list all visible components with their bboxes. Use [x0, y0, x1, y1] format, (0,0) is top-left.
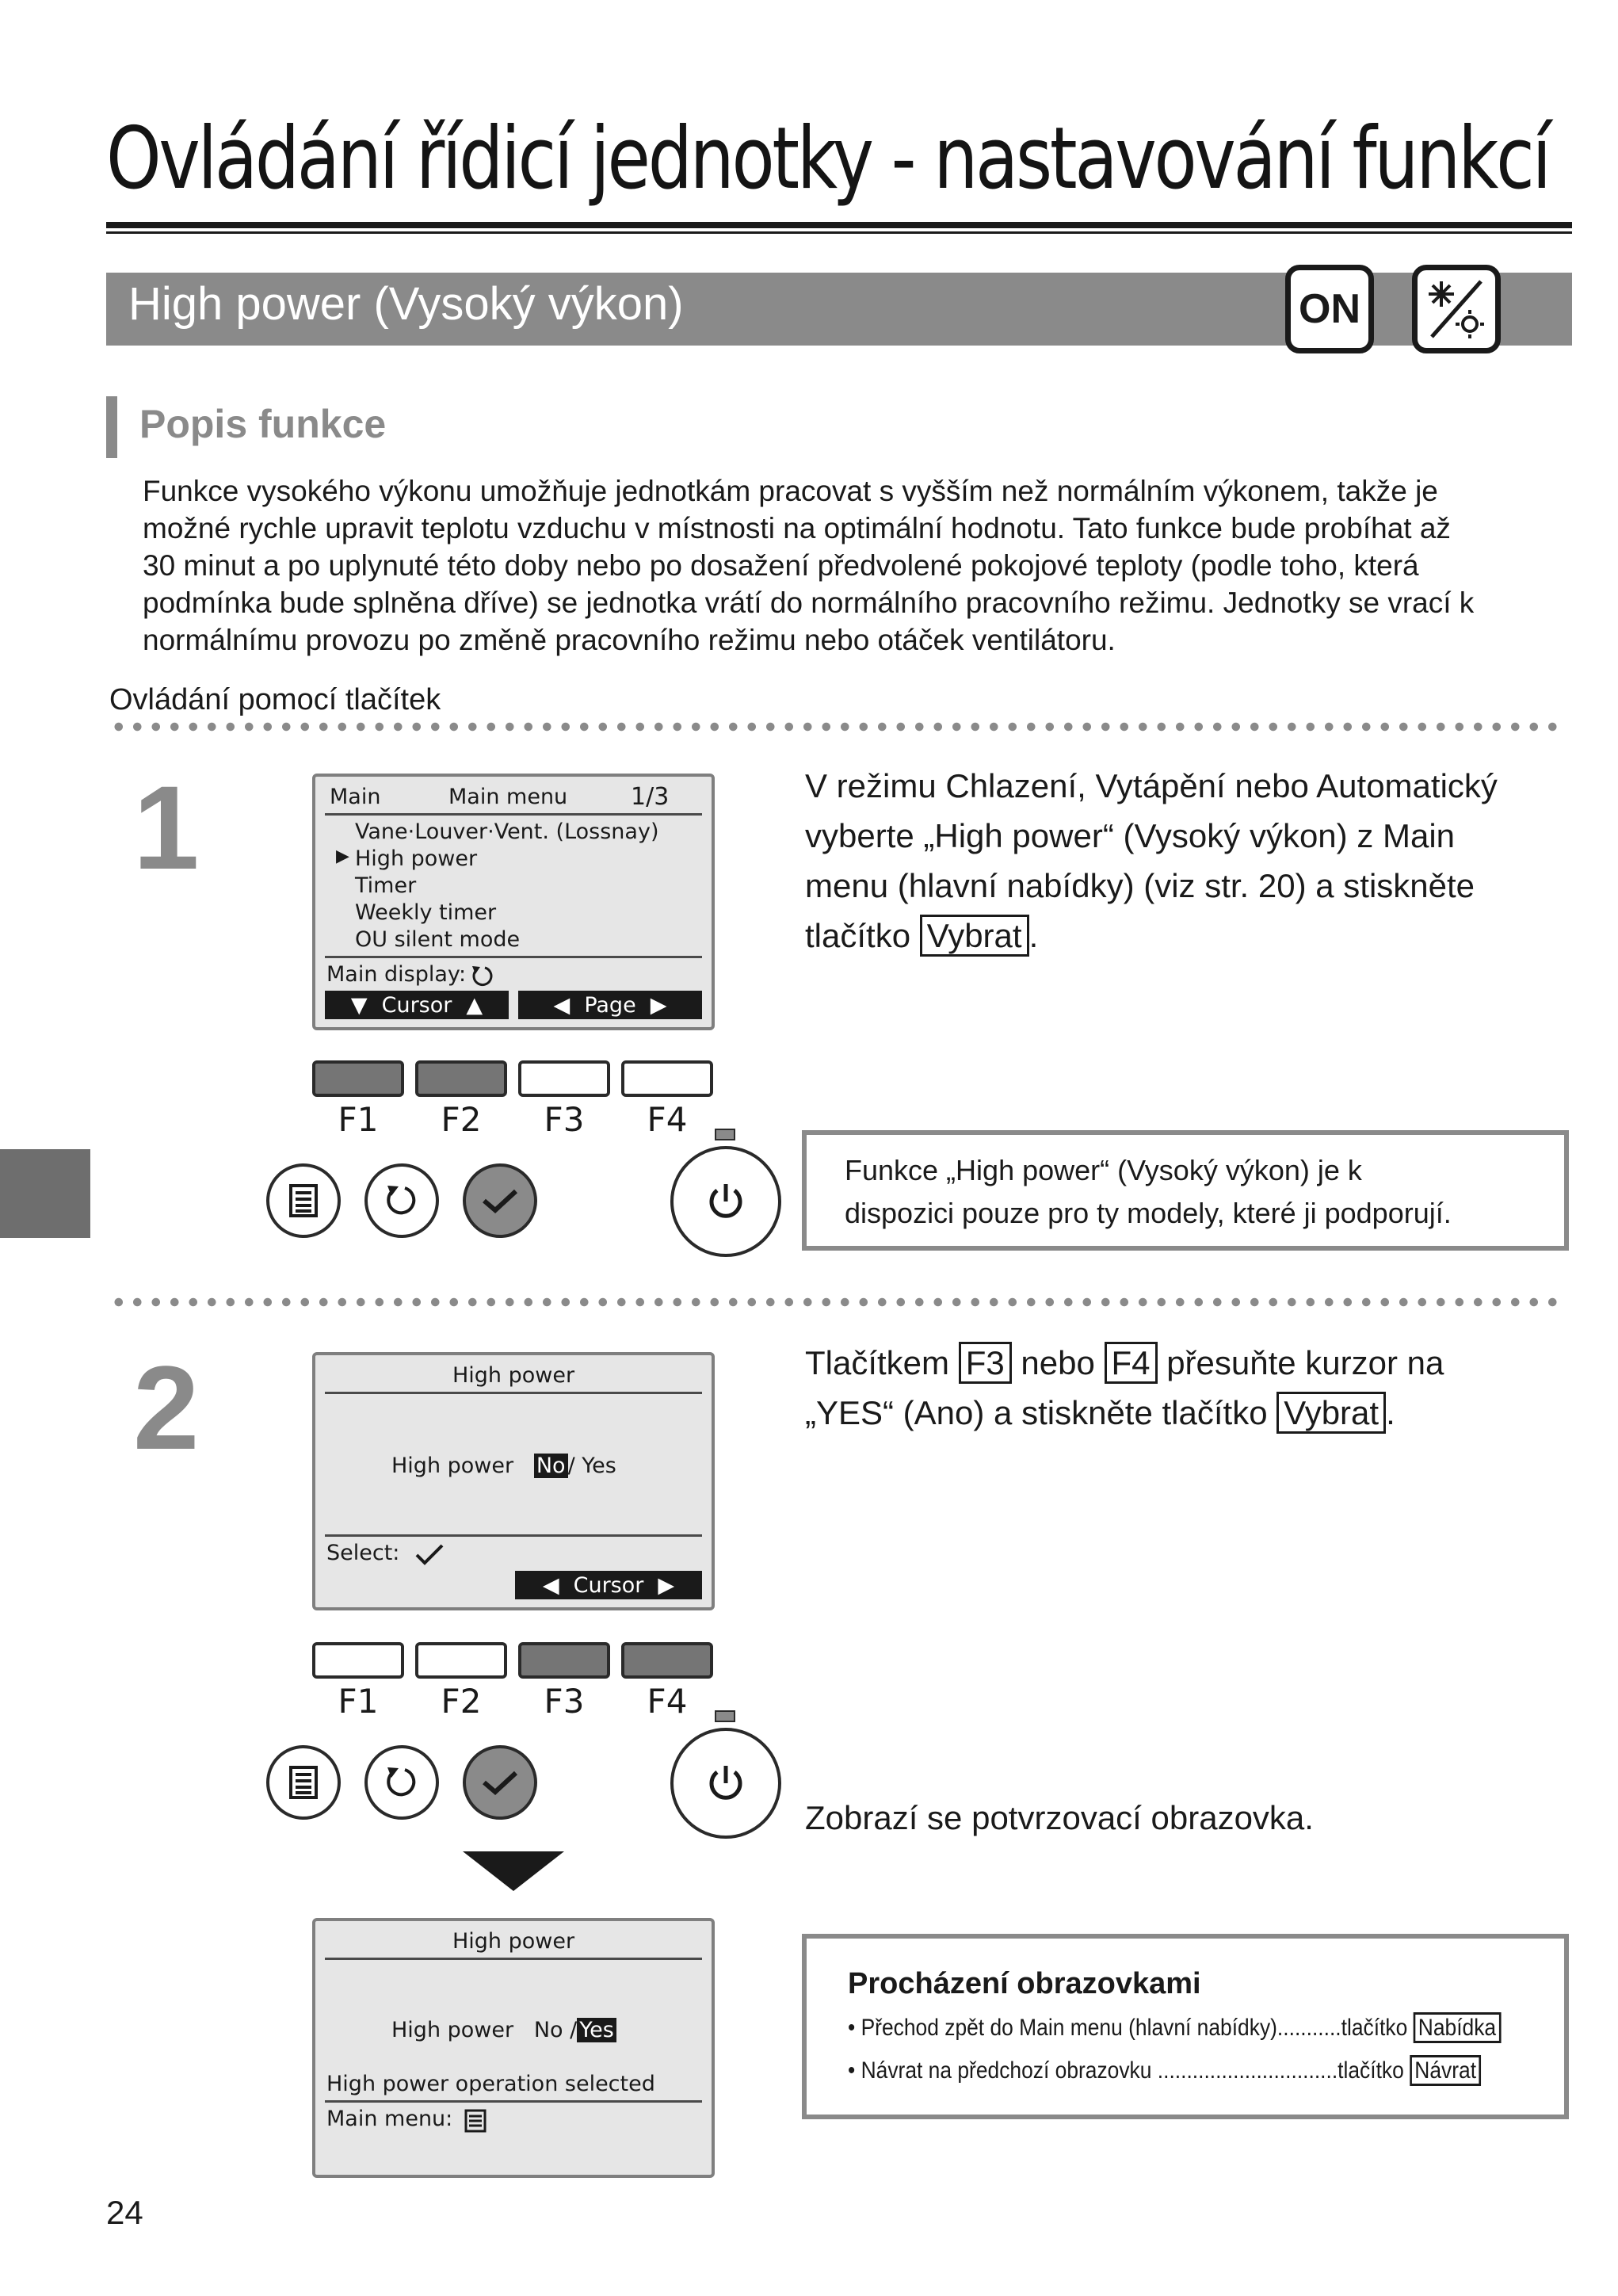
f2-button[interactable] — [415, 1060, 507, 1097]
cursor-arrow-icon: ▶ — [336, 846, 349, 866]
menu-button[interactable] — [266, 1163, 341, 1238]
step2-instructions — [805, 1338, 1444, 1438]
screen-title: High power — [452, 1929, 575, 1954]
menu-item: OU silent mode — [355, 927, 521, 952]
menu-icon — [286, 1764, 321, 1801]
navigation-title: Procházení obrazovkami — [848, 1967, 1201, 2000]
on-mode-icon — [1285, 265, 1374, 353]
select-button[interactable] — [463, 1163, 537, 1238]
instruction-text: tlačítko — [805, 917, 911, 954]
down-arrow-icon — [463, 1851, 564, 1891]
screen-divider — [325, 1958, 702, 1960]
power-button[interactable] — [670, 1728, 781, 1839]
confirmation-screen — [312, 1918, 715, 2178]
option-separator: / — [570, 2018, 578, 2042]
menu-item-selected: High power — [355, 846, 478, 871]
no-option: No — [533, 2018, 563, 2042]
instruction-line: menu (hlavní nabídky) (viz str. 20) a stiskněte — [805, 867, 1475, 904]
instruction-text: nebo — [1021, 1344, 1095, 1381]
title-rule — [106, 222, 1572, 228]
power-button[interactable] — [670, 1146, 781, 1257]
f4-label: F4 — [647, 1100, 688, 1139]
screen-left-title: Main — [330, 785, 381, 809]
operation-led — [715, 1129, 735, 1140]
description-heading: Popis funkce — [139, 402, 387, 446]
cursor-softkey-label: ▼ Cursor ▲ — [325, 991, 509, 1019]
step-number: 1 — [133, 761, 200, 894]
screen-footer: Main display: — [326, 962, 467, 987]
page-title: Ovládání řídicí jednotky - nastavování funkcí — [106, 109, 1549, 208]
menu-icon — [463, 2108, 488, 2134]
screen-title: High power — [452, 1363, 575, 1388]
menu-item: Weekly timer — [355, 900, 497, 925]
instruction-line — [805, 1338, 1444, 1388]
navigation-box — [802, 1934, 1569, 2119]
screen-title: Main menu — [448, 785, 568, 809]
f1-label: F1 — [338, 1682, 379, 1721]
high-power-screen — [312, 1352, 715, 1610]
page-softkey-label: ◀ Page ▶ — [518, 991, 702, 1019]
power-icon — [704, 1762, 747, 1805]
page-number: 24 — [106, 2194, 143, 2231]
subheading-accent — [106, 396, 117, 458]
screen-footer: Main menu: — [326, 2107, 453, 2131]
navigation-item-text: • Přechod zpět do Main menu (hlavní nabídky)...........tlačítko — [848, 2015, 1408, 2041]
select-key-label: Vybrat — [920, 915, 1029, 957]
select-key-label: Vybrat — [1276, 1392, 1386, 1434]
check-icon — [479, 1185, 521, 1217]
main-menu-screen — [312, 774, 715, 1030]
f3-button[interactable] — [518, 1642, 610, 1679]
operation-led — [715, 1710, 735, 1722]
cursor-softkey-label: ◀ Cursor ▶ — [515, 1571, 702, 1599]
instruction-text: . — [1028, 917, 1039, 954]
menu-icon — [286, 1182, 321, 1219]
description-line: možné rychle upravit teplotu vzduchu v místnosti na optimální hodnotu. Tato funkce bude probíhat až — [143, 512, 1451, 544]
cool-heat-mode-icon — [1412, 265, 1501, 353]
instruction-text: . — [1386, 1394, 1395, 1431]
instruction-line — [805, 1388, 1444, 1438]
option-label: High power — [391, 1454, 514, 1478]
f3-button[interactable] — [518, 1060, 610, 1097]
f4-button[interactable] — [621, 1060, 713, 1097]
return-key-label: Návrat — [1410, 2055, 1481, 2086]
side-tab — [0, 1149, 90, 1238]
return-button[interactable] — [364, 1745, 439, 1820]
f3-key-label: F3 — [959, 1342, 1012, 1384]
return-button[interactable] — [364, 1163, 439, 1238]
option-separator: / — [567, 1454, 575, 1478]
screen-page: 1/3 — [631, 783, 670, 811]
check-icon — [414, 1542, 445, 1568]
f4-label: F4 — [647, 1682, 688, 1721]
menu-key-label: Nabídka — [1414, 2012, 1502, 2043]
cursor-label: Cursor — [381, 992, 452, 1018]
instruction-line: V režimu Chlazení, Vytápění nebo Automatický — [805, 767, 1498, 804]
instruction-text: Tlačítkem — [805, 1344, 950, 1381]
f1-label: F1 — [338, 1100, 379, 1139]
navigation-item-text: • Návrat na předchozí obrazovku ...............................tlačítko — [848, 2057, 1404, 2084]
step1-instructions — [805, 761, 1498, 961]
option-label: High power — [391, 2018, 514, 2042]
description-text — [143, 472, 1561, 659]
f3-label: F3 — [544, 1682, 585, 1721]
menu-item: Vane·Louver·Vent. (Lossnay) — [355, 819, 659, 844]
return-icon — [382, 1181, 422, 1221]
dotted-separator — [109, 1297, 1563, 1308]
step-number: 2 — [133, 1341, 200, 1474]
screen-divider — [325, 1392, 702, 1394]
f2-button[interactable] — [415, 1642, 507, 1679]
no-option: No — [534, 1454, 568, 1478]
menu-item: Timer — [355, 873, 417, 898]
availability-note — [802, 1130, 1569, 1251]
screen-divider — [325, 956, 702, 958]
menu-button[interactable] — [266, 1745, 341, 1820]
f1-button[interactable] — [312, 1642, 404, 1679]
power-icon — [704, 1180, 747, 1223]
yes-option: Yes — [582, 1454, 616, 1478]
status-message: High power operation selected — [326, 2072, 655, 2096]
note-line: dispozici pouze pro ty modely, které ji podporují. — [845, 1197, 1452, 1229]
cursor-label: Cursor — [573, 1572, 644, 1598]
f2-label: F2 — [441, 1682, 482, 1721]
f2-label: F2 — [441, 1100, 482, 1139]
high-power-option-row — [391, 2018, 616, 2042]
instruction-line — [805, 911, 1498, 961]
f3-label: F3 — [544, 1100, 585, 1139]
note-line: Funkce „High power“ (Vysoký výkon) je k — [845, 1154, 1362, 1186]
instruction-text: „YES“ (Ano) a stiskněte tlačítko — [805, 1394, 1268, 1431]
yes-option: Yes — [577, 2018, 616, 2042]
screen-divider — [325, 813, 702, 816]
select-button[interactable] — [463, 1745, 537, 1820]
f4-key-label: F4 — [1105, 1342, 1158, 1384]
instruction-line: vyberte „High power“ (Vysoký výkon) z Main — [805, 817, 1456, 854]
confirmation-text: Zobrazí se potvrzovací obrazovka. — [805, 1799, 1314, 1836]
description-line: normálnímu provozu po změně pracovního režimu nebo otáček ventilátoru. — [143, 624, 1116, 656]
on-mode-label: ON — [1299, 286, 1360, 332]
f4-button[interactable] — [621, 1642, 713, 1679]
return-icon — [382, 1763, 422, 1802]
description-line: Funkce vysokého výkonu umožňuje jednotkám pracovat s vyšším než normálním výkonem, takže je — [143, 475, 1438, 507]
screen-footer: Select: — [326, 1541, 400, 1565]
return-icon — [469, 964, 496, 989]
section-title: High power (Vysoký výkon) — [128, 278, 684, 330]
high-power-option-row — [391, 1454, 616, 1478]
check-icon — [479, 1767, 521, 1798]
screen-divider — [325, 2100, 702, 2103]
dotted-separator — [109, 721, 1563, 732]
f1-button[interactable] — [312, 1060, 404, 1097]
instruction-text: přesuňte kurzor na — [1166, 1344, 1444, 1381]
title-rule-thin — [106, 231, 1572, 234]
navigation-item — [848, 2057, 1481, 2084]
description-line: 30 minut a po uplynuté této doby nebo po dosažení předvolené pokojové teploty (podle toho, která — [143, 549, 1419, 582]
page-label: Page — [584, 992, 636, 1018]
buttons-operation-label: Ovládání pomocí tlačítek — [109, 683, 441, 716]
screen-divider — [325, 1534, 702, 1537]
description-line: podmínka bude splněna dříve) se jednotka vrátí do normálního pracovního režimu. Jednotky se vrací k — [143, 586, 1475, 619]
navigation-item — [848, 2015, 1501, 2042]
